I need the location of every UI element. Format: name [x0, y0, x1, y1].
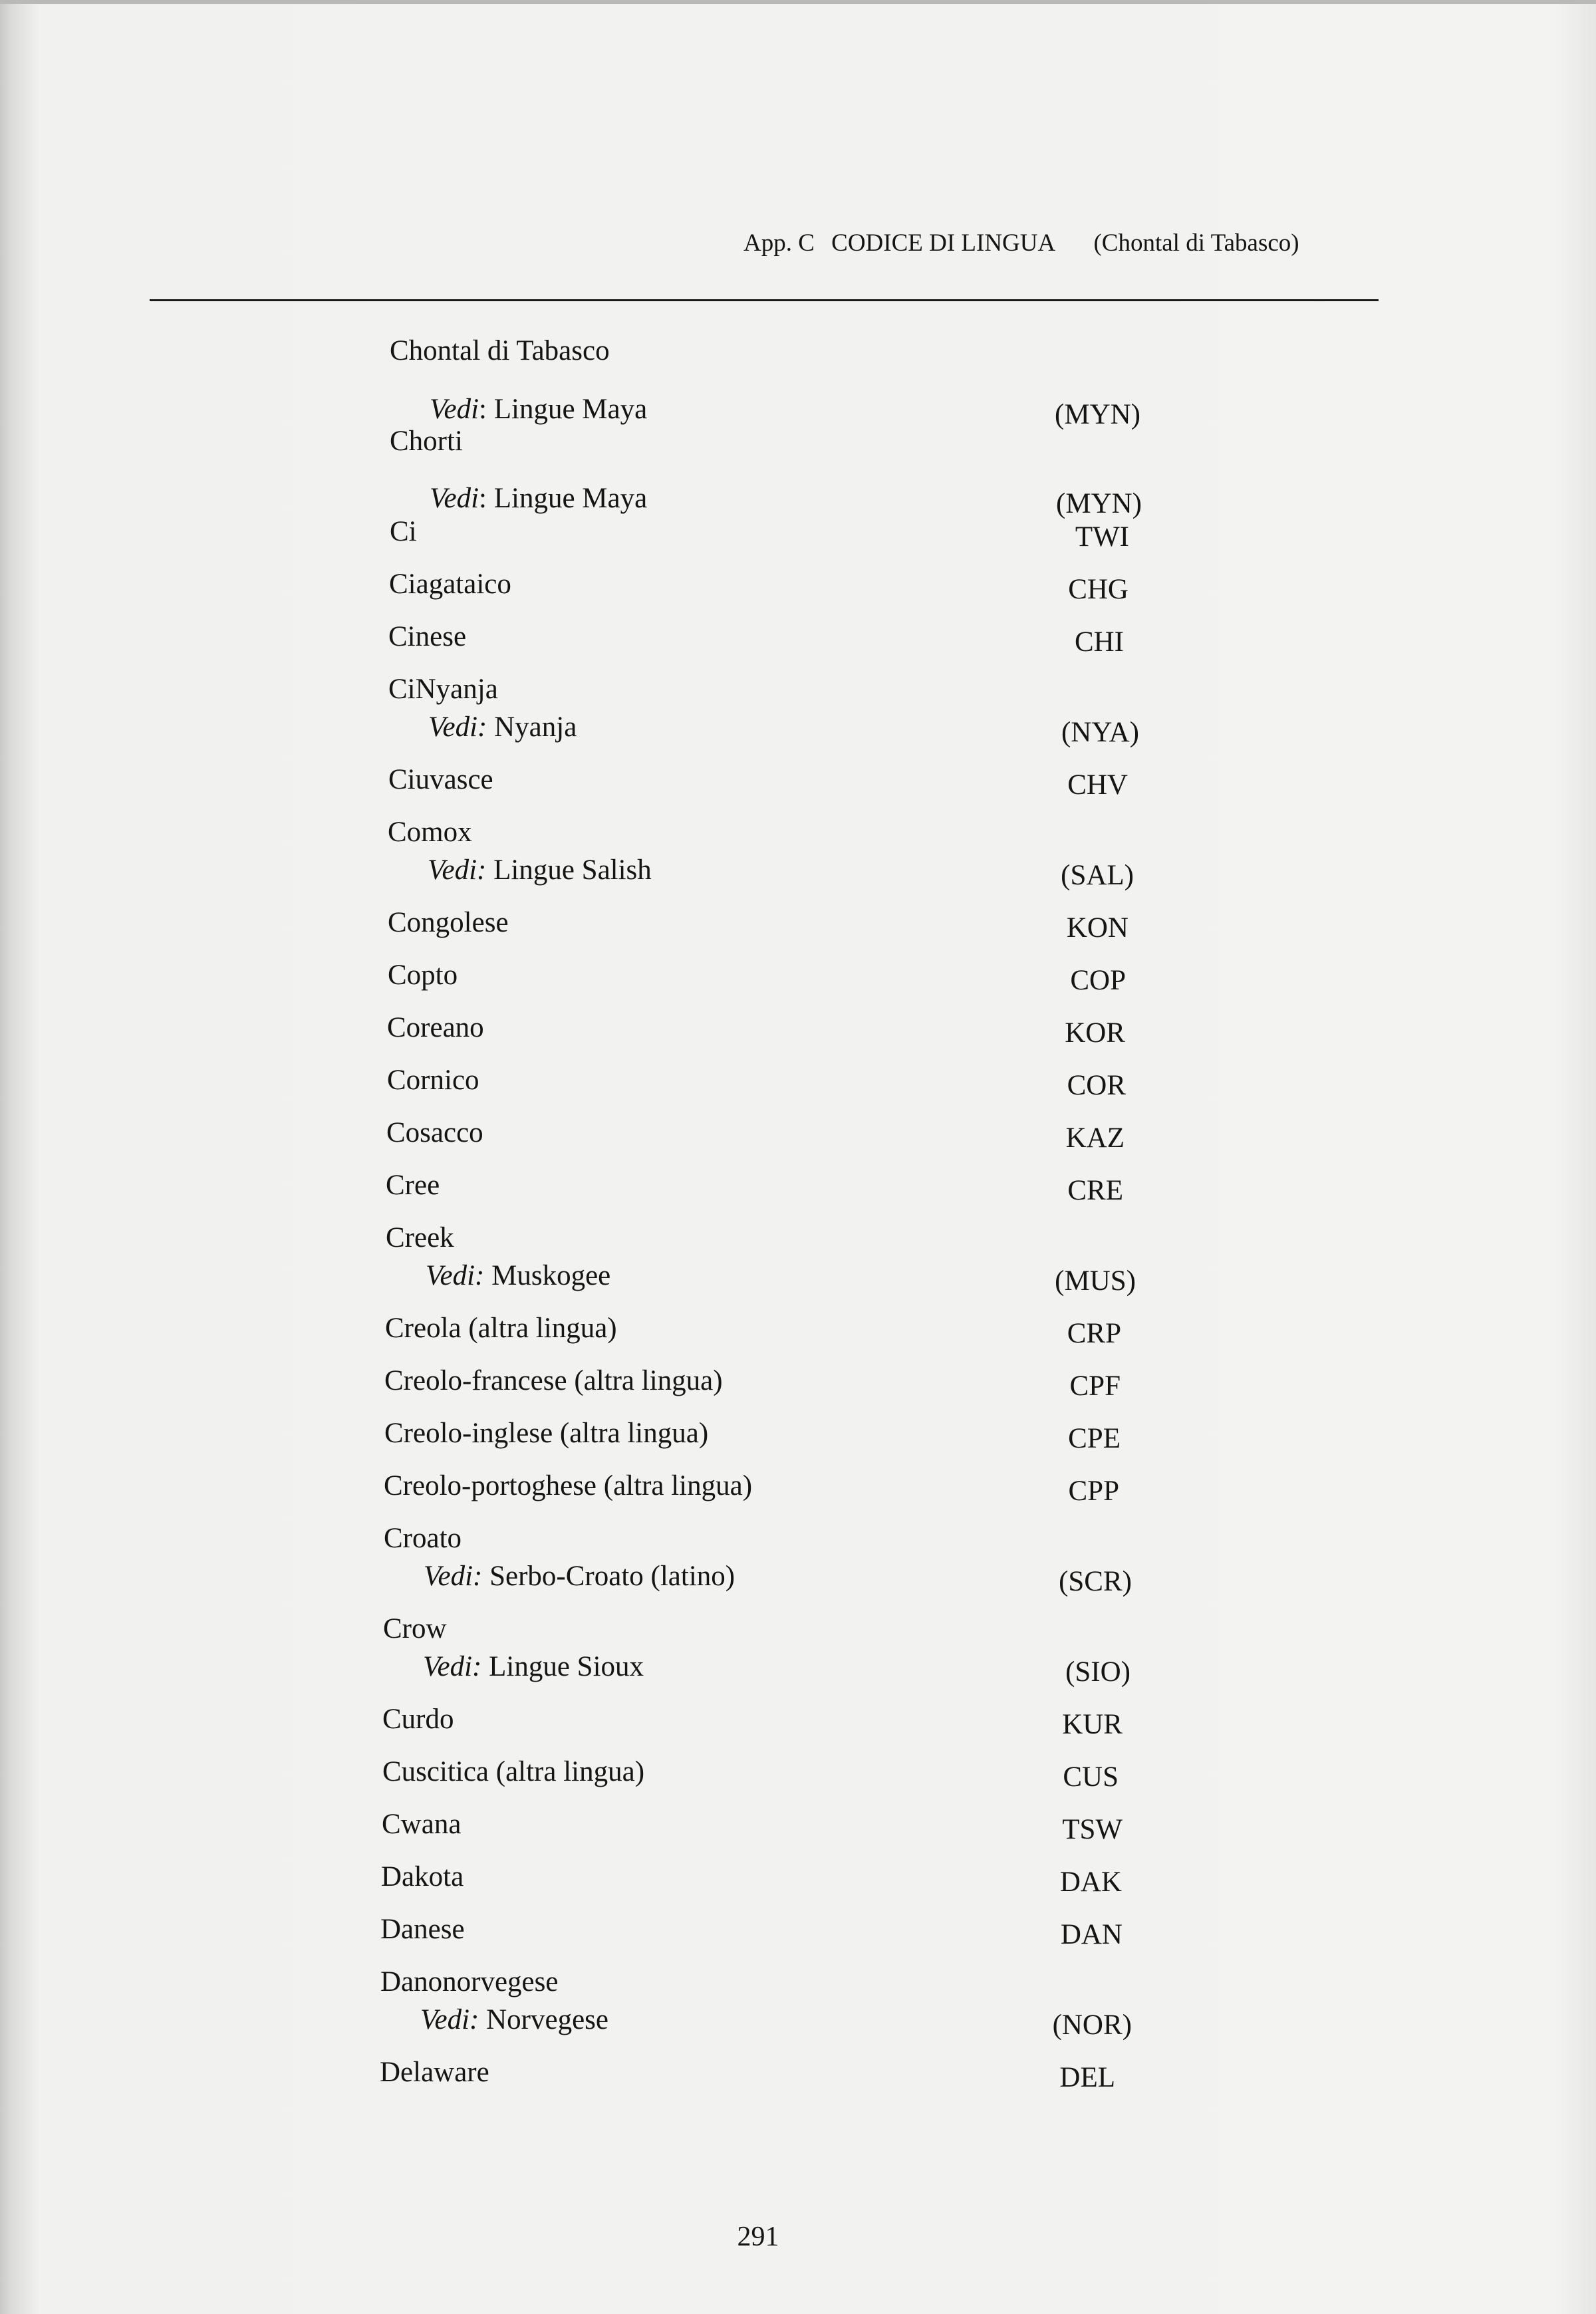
see-reference [430, 480, 647, 517]
language-code: KUR [1062, 1709, 1123, 1740]
language-code: CHI [1074, 626, 1124, 658]
see-reference [428, 852, 652, 889]
entry-name: Cwana [382, 1809, 462, 1840]
scan-top-edge [0, 0, 1596, 4]
entry-name: Copto [388, 960, 458, 991]
language-code: CUS [1063, 1761, 1119, 1793]
entry-name: Ciagataico [389, 569, 511, 600]
see-target: Serbo-Croato (latino) [482, 1561, 735, 1592]
header-range: (Chontal di Tabasco) [1093, 229, 1299, 257]
see-reference [420, 2001, 608, 2039]
language-code: (MYN) [1055, 399, 1140, 430]
vedi-label: Vedi: [423, 1651, 482, 1682]
entry-name: Chorti [390, 426, 463, 457]
see-reference [428, 709, 577, 746]
language-code: (MYN) [1056, 488, 1142, 519]
language-code: DEL [1059, 2062, 1115, 2093]
header-rule [150, 299, 1379, 301]
language-code: (SAL) [1061, 860, 1134, 891]
language-code: (SCR) [1059, 1566, 1132, 1597]
vedi-label: Vedi [430, 394, 479, 425]
language-code: CHV [1067, 769, 1128, 801]
language-code: (SIO) [1065, 1656, 1130, 1688]
see-target: Lingue Salish [486, 854, 652, 886]
language-code: KON [1066, 912, 1129, 944]
vedi-label: Vedi: [426, 1260, 485, 1291]
language-code: CRE [1067, 1175, 1123, 1206]
language-code: CPF [1069, 1370, 1121, 1402]
entry-name: Creek [386, 1222, 454, 1253]
see-target: Muskogee [484, 1260, 611, 1291]
header-appendix: App. C [743, 229, 815, 257]
entry-name: Cree [386, 1170, 440, 1201]
language-code: KAZ [1065, 1122, 1125, 1154]
see-reference [423, 1648, 644, 1686]
language-code: COR [1067, 1070, 1126, 1101]
entry-name: Creolo-inglese (altra lingua) [384, 1418, 709, 1449]
see-target: : Lingue Maya [479, 483, 648, 514]
entry-name: Cornico [387, 1065, 479, 1096]
entry-name: Creolo-francese (altra lingua) [384, 1365, 723, 1396]
vedi-label: Vedi: [428, 854, 487, 886]
entry-name: Coreano [387, 1012, 484, 1043]
header-title: CODICE DI LINGUA [831, 229, 1056, 257]
entry-name: Delaware [380, 2057, 489, 2088]
entry-name: Creolo-portoghese (altra lingua) [384, 1470, 753, 1501]
entry-name: Croato [384, 1523, 462, 1554]
language-code: KOR [1065, 1017, 1125, 1049]
see-target: Nyanja [487, 711, 577, 743]
language-code: DAN [1060, 1919, 1123, 1950]
see-target: : Lingue Maya [479, 394, 648, 425]
language-code: TSW [1062, 1814, 1123, 1845]
entry-name: Chontal di Tabasco [390, 335, 610, 366]
language-code: (NOR) [1052, 2009, 1132, 2041]
vedi-label: Vedi: [420, 2004, 479, 2035]
entry-name: Creola (altra lingua) [385, 1313, 617, 1344]
see-target: Norvegese [479, 2004, 608, 2035]
see-reference [424, 1558, 735, 1595]
entry-name: Danonorvegese [380, 1966, 559, 1997]
vedi-label: Vedi [430, 483, 479, 514]
vedi-label: Vedi: [428, 711, 487, 743]
language-code: COP [1070, 965, 1126, 996]
entry-name: Danese [380, 1914, 465, 1945]
see-target: Lingue Sioux [481, 1651, 644, 1682]
language-code: CRP [1067, 1318, 1121, 1349]
entry-name: Cinese [388, 621, 467, 652]
page-number: 291 [737, 2222, 779, 2252]
running-header [743, 229, 1379, 266]
language-code: (NYA) [1061, 717, 1139, 748]
language-code: CPE [1068, 1423, 1121, 1454]
entry-name: Crow [383, 1613, 447, 1644]
vedi-label: Vedi: [424, 1561, 483, 1592]
language-code: TWI [1075, 521, 1129, 553]
entry-name: Curdo [382, 1704, 454, 1735]
entry-name: Ciuvasce [388, 764, 493, 795]
language-code: CPP [1068, 1476, 1119, 1507]
entry-name: Dakota [381, 1861, 464, 1892]
entry-name: Cosacco [386, 1117, 483, 1148]
language-code: CHG [1068, 574, 1129, 605]
entry-name: Ci [390, 516, 417, 547]
see-reference [426, 1257, 610, 1295]
entry-name: CiNyanja [388, 674, 498, 705]
language-code: (MUS) [1055, 1265, 1136, 1297]
entry-name: Comox [388, 817, 472, 848]
language-code: DAK [1059, 1866, 1122, 1898]
entry-name: Congolese [388, 907, 509, 938]
entry-name: Cuscitica (altra lingua) [382, 1756, 645, 1787]
